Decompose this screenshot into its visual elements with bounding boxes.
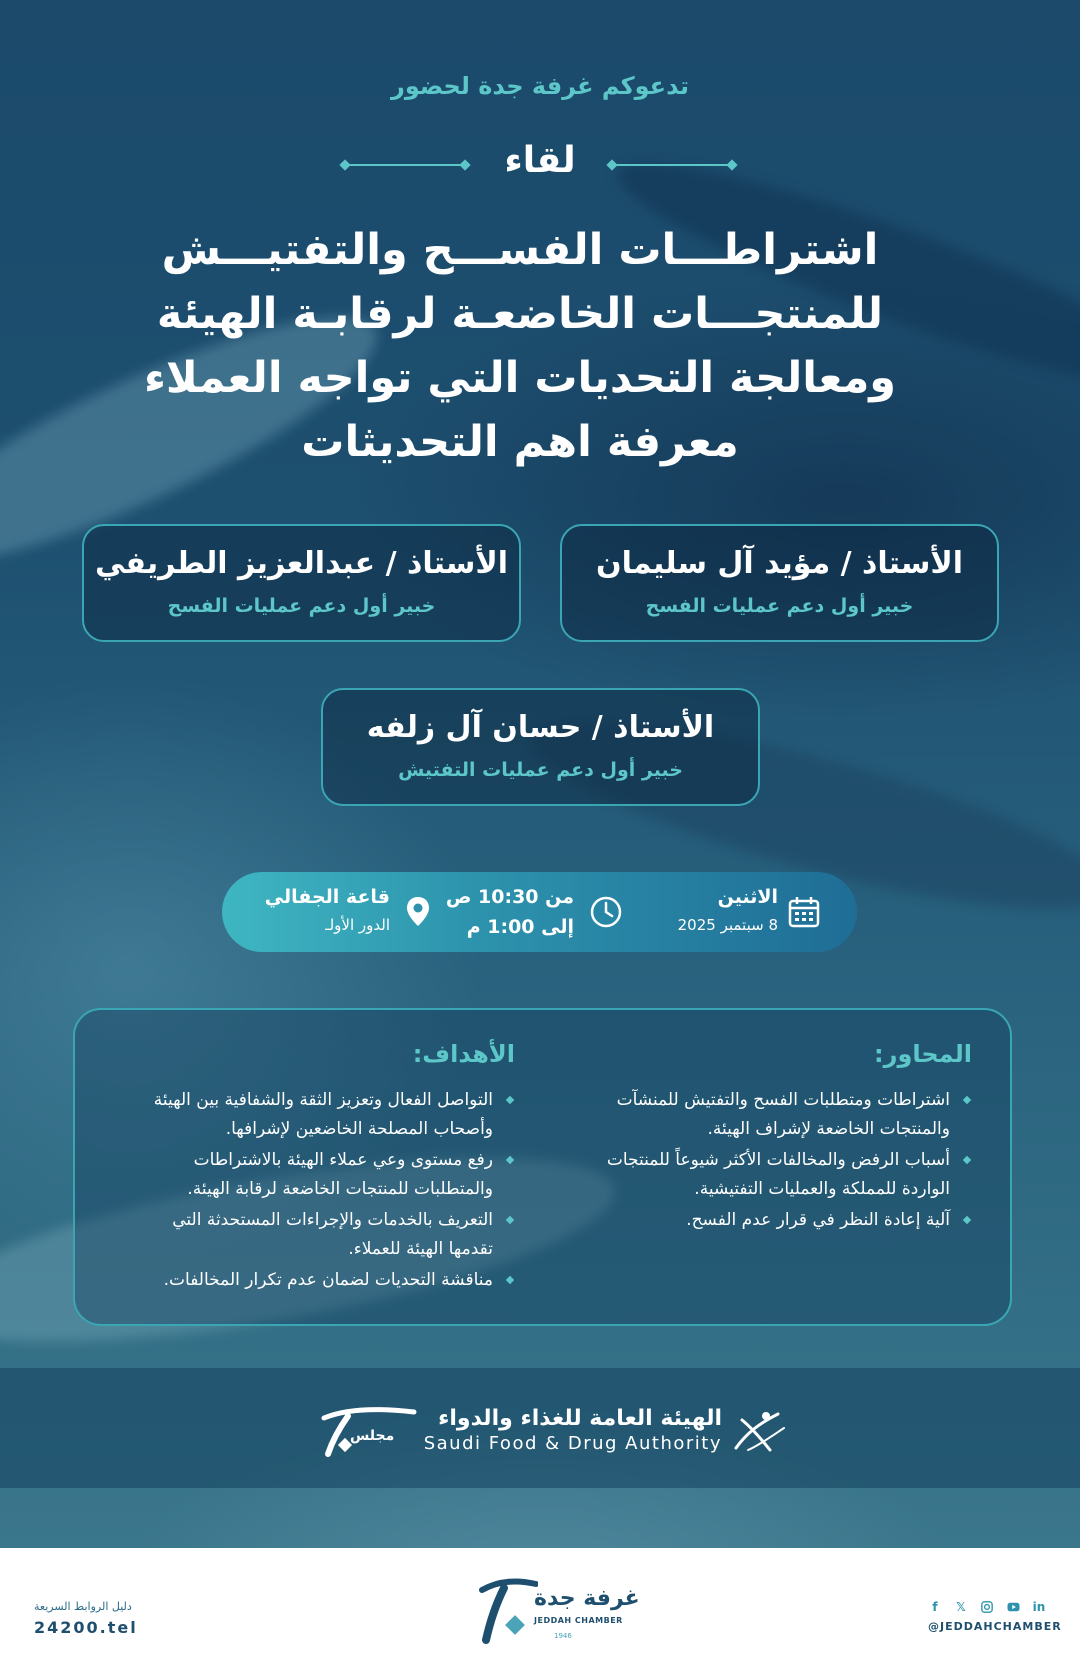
- speaker-card: [321, 688, 760, 806]
- chamber-name-ar: غرفة جدة: [534, 1586, 640, 1611]
- sfda-name-ar: الهيئة العامة للغذاء والدواء: [438, 1406, 722, 1431]
- invite-text: تدعوكم غرفة جدة لحضور: [391, 72, 689, 100]
- item-line: والمنتجات الخاضعة لإشراف الهيئة.: [707, 1119, 950, 1139]
- list-item: [592, 1086, 972, 1144]
- speaker-role: خبير أول دعم عمليات الفسح: [645, 595, 914, 617]
- majlis-logo: [318, 1404, 418, 1460]
- sfda-mark-icon: [728, 1406, 788, 1456]
- axes-section: [592, 1040, 972, 1237]
- goals-section: [125, 1040, 515, 1297]
- item-line: تقدمها الهيئة للعملاء.: [348, 1239, 493, 1259]
- axes-goals-box: [73, 1008, 1012, 1326]
- speaker-card: [82, 524, 521, 642]
- speaker-name: الأستاذ / مؤيد آل سليمان: [595, 546, 964, 581]
- title-line: معرفة اهم التحديثات: [301, 417, 739, 467]
- x-icon[interactable]: 𝕏: [956, 1600, 966, 1614]
- goals-list: [125, 1086, 515, 1295]
- axes-heading: المحاور:: [874, 1040, 972, 1068]
- instagram-icon[interactable]: [980, 1600, 994, 1614]
- social-links: [928, 1600, 1048, 1616]
- speaker-role: خبير أول دعم عمليات التفتيش: [398, 759, 683, 781]
- date-block: [652, 872, 852, 952]
- item-line: أسباب الرفض والمخالفات الأكثر شيوعاً للمنتجات: [606, 1150, 950, 1170]
- list-item: [125, 1146, 515, 1204]
- event-type: لقاء: [504, 140, 576, 181]
- sfda-logo: [423, 1406, 788, 1456]
- social-handle[interactable]: @JEDDAHCHAMBER: [928, 1620, 1062, 1633]
- event-type-row: [0, 140, 1080, 192]
- event-title: [140, 218, 900, 474]
- jeddah-chamber-logo: [478, 1574, 640, 1662]
- facebook-icon[interactable]: f: [932, 1600, 938, 1614]
- item-line: والمتطلبات للمنتجات الخاضعة لرقابة الهيئة.: [187, 1179, 493, 1199]
- goals-heading: الأهداف:: [412, 1040, 515, 1068]
- item-line: اشتراطات ومتطلبات الفسح والتفتيش للمنشآت: [616, 1090, 950, 1110]
- item-line: وأصحاب المصلحة الخاضعين لإشرافها.: [225, 1119, 493, 1139]
- time-from: من 10:30 ص: [445, 886, 574, 908]
- item-line: الواردة للمملكة والعمليات التفتيشية.: [694, 1179, 950, 1199]
- item-line: مناقشة التحديات لضمان عدم تكرار المخالفات.: [163, 1270, 493, 1290]
- venue-floor: الدور الأولـ: [325, 916, 390, 934]
- time-block: [445, 872, 640, 952]
- time-to: إلى 1:00 م: [466, 916, 574, 938]
- axes-list: [592, 1086, 972, 1235]
- item-line: التعريف بالخدمات والإجراءات المستحدثة التي: [172, 1210, 493, 1230]
- item-line: التواصل الفعال وتعزيز الثقة والشفافية بين الهيئة: [153, 1090, 493, 1110]
- speaker-card: [560, 524, 999, 642]
- title-line: اشتراطـــات الفســـح والتفتيـــش: [161, 225, 879, 275]
- phone-link[interactable]: 24200.tel: [34, 1618, 138, 1637]
- item-line: آلية إعادة النظر في قرار عدم الفسح.: [686, 1210, 950, 1230]
- list-item: [125, 1206, 515, 1264]
- chamber-name-en: JEDDAH CHAMBER: [534, 1616, 623, 1625]
- quick-links-label: دليل الروابط السريعة: [34, 1600, 132, 1613]
- event-date: 8 سبتمبر 2025: [677, 916, 778, 934]
- linkedin-icon[interactable]: in: [1032, 1600, 1046, 1614]
- list-item: [592, 1146, 972, 1204]
- calendar-icon: [786, 894, 822, 930]
- footer: [0, 1548, 1080, 1672]
- item-line: رفع مستوى وعي عملاء الهيئة بالاشتراطات: [193, 1150, 493, 1170]
- list-item: [125, 1266, 515, 1295]
- speaker-name: الأستاذ / حسان آل زلفه: [366, 710, 715, 745]
- youtube-icon[interactable]: [1006, 1600, 1020, 1614]
- event-info-bar: [222, 872, 857, 952]
- jeddah-chamber-mark-icon: [478, 1574, 538, 1654]
- location-pin-icon: [400, 894, 436, 930]
- speaker-name: الأستاذ / عبدالعزيز الطريفي: [94, 546, 509, 581]
- chamber-founded: 1946: [554, 1632, 572, 1640]
- venue-name: قاعة الجفالي: [264, 886, 390, 908]
- majlis-name: مجلس: [350, 1428, 395, 1444]
- list-item: [125, 1086, 515, 1144]
- event-day: الاثنين: [717, 886, 778, 908]
- title-line: ومعالجة التحديات التي تواجه العملاء: [143, 353, 897, 403]
- list-item: [592, 1206, 972, 1235]
- speaker-role: خبير أول دعم عمليات الفسح: [167, 595, 436, 617]
- venue-block: [250, 872, 450, 952]
- sfda-name-en: Saudi Food & Drug Authority: [423, 1433, 722, 1454]
- clock-icon: [588, 894, 624, 930]
- title-line: للمنتجـــات الخاضعـة لرقابـة الهيئة: [156, 289, 884, 339]
- divider-ornament: [612, 164, 732, 166]
